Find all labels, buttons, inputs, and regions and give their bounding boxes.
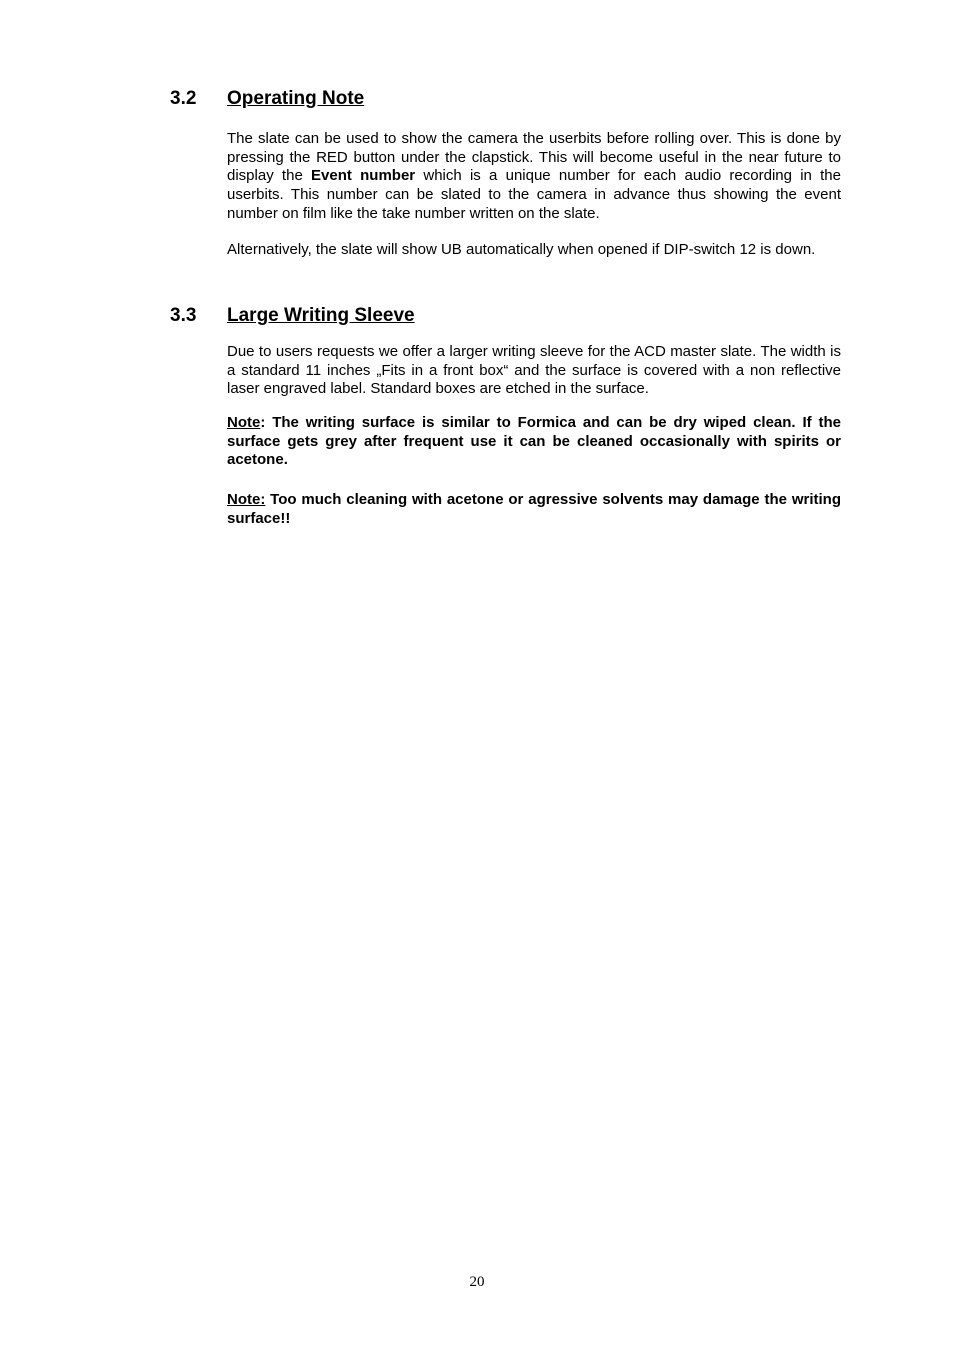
paragraph-alternatively: Alternatively, the slate will show UB automatically when opened if DIP-switch 12 is down. — [227, 241, 816, 258]
section-number: 3.3 — [170, 305, 197, 326]
event-number-emphasis: Event number — [311, 167, 416, 185]
note-label: Note: — [227, 491, 266, 508]
section-title: Operating Note — [227, 88, 365, 109]
paragraph-operating-note: The slate can be used to show the camera the userbits before rolling over. This is done by pressing the RED button under the clapstick. This will become useful in the near future to display the Event number which is a unique number for each audio recording in the userbits. This number can be slated to the camera in advance thus showing the event number on film like the take number written on the slate. — [227, 130, 841, 222]
note-formica: Note: The writing surface is similar to Formica and can be dry wiped clean. If the surface gets grey after frequent use it can be cleaned occasionally with spirits or acetone. — [227, 414, 841, 469]
section-heading-3-2 — [170, 87, 850, 111]
section-number: 3.2 — [170, 88, 197, 109]
note-acetone-warning: Note: Too much cleaning with acetone or agressive solvents may damage the writing surface!! — [227, 491, 841, 527]
note-label: Note — [227, 414, 261, 431]
section-heading-3-3 — [170, 304, 850, 328]
paragraph-writing-sleeve: Due to users requests we offer a larger writing sleeve for the ACD master slate. The width is a standard 11 inches „Fits in a front box“ and the surface is covered with a non reflective laser engraved label. Standard boxes are etched in the surface. — [227, 343, 841, 398]
page-number: 20 — [469, 1274, 485, 1290]
section-title: Large Writing Sleeve — [227, 305, 415, 326]
